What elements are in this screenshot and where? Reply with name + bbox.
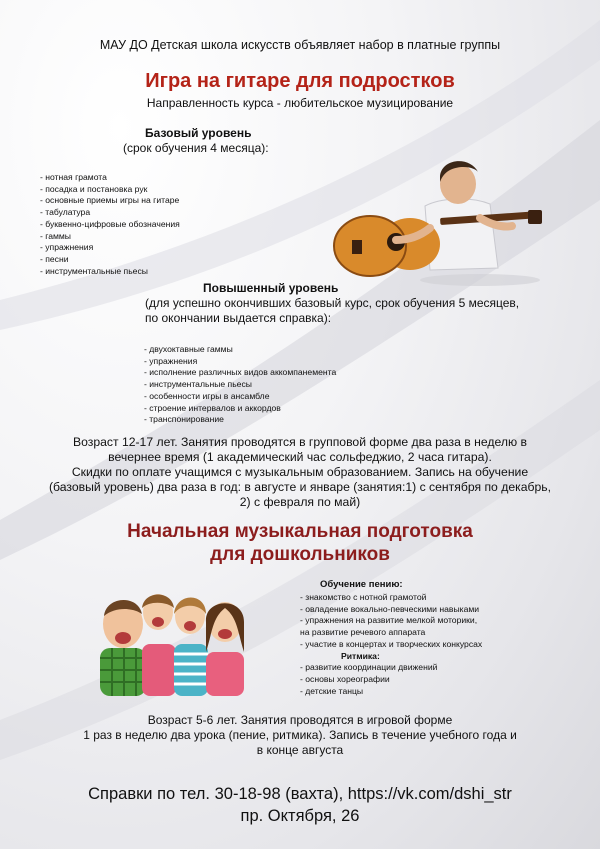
list-item: - исполнение различных видов аккомпанемента (144, 367, 337, 378)
list-item: - упражнения на развитие мелкой моторики, (300, 615, 478, 626)
rhythmics-title: Ритмика: (341, 650, 380, 661)
contact-line: Справки по тел. 30-18-98 (вахта), https://vk.com/dshi_str (88, 785, 512, 803)
preschool-title-line: Начальная музыкальная подготовка (127, 521, 473, 542)
list-item: - развитие координации движений (300, 662, 438, 673)
list-item: - нотная грамота (40, 172, 107, 182)
list-item: - гаммы (40, 230, 71, 241)
schedule-line: Возраст 5-6 лет. Занятия проводятся в игровой форме (147, 713, 453, 727)
list-item: - детские танцы (300, 685, 364, 696)
guitar-schedule (0, 435, 600, 465)
list-item: - песни (40, 253, 69, 264)
list-item: - строение интервалов и аккордов (144, 402, 281, 413)
basic-level-term: (срок обучения 4 месяца): (123, 141, 269, 155)
guitar-course-title: Игра на гитаре для подростков (145, 70, 455, 92)
advanced-desc-line: (для успешно окончивших базовый курс, срок обучения 5 месяцев, (145, 296, 520, 310)
list-item: - транспонирование (144, 414, 224, 425)
list-item: - участие в концертах и творческих конкурсах (300, 638, 483, 649)
contact-address: пр. Октября, 26 (240, 807, 360, 825)
schedule-line: 1 раз в неделю два урока (пение, ритмика). Запись в течение учебного года и (83, 728, 517, 742)
intro-text: МАУ ДО Детская школа искусств объявляет набор в платные группы (99, 38, 501, 52)
schedule-line: Возраст 12-17 лет. Занятия проводятся в групповой форме два раза в неделю в (72, 435, 528, 449)
contact-info (0, 783, 600, 827)
list-item: - упражнения (40, 242, 94, 253)
list-item: - инструментальные пьесы (40, 265, 148, 276)
preschool-title-line: для дошкольников (210, 544, 390, 565)
list-item: на развитие речевого аппарата (300, 627, 426, 638)
preschool-course-title (0, 520, 600, 566)
basic-level-title: Базовый уровень (145, 126, 252, 140)
list-item: - табулатура (40, 207, 91, 218)
advanced-level-desc (145, 296, 519, 326)
list-item: - основные приемы игры на гитаре (40, 195, 180, 206)
list-item: - буквенно-цифровые обозначения (40, 218, 180, 229)
preschool-topics-list (300, 592, 482, 697)
list-item: - особенности игры в ансамбле (144, 390, 270, 401)
preschool-schedule (0, 713, 600, 758)
guitar-discounts (0, 465, 600, 510)
singing-title: Обучение пению: (320, 579, 403, 590)
list-item: - инструментальные пьесы (144, 379, 252, 390)
list-item: - знакомство с нотной грамотой (300, 592, 427, 602)
list-item: - основы хореографии (300, 673, 390, 684)
schedule-line: вечернее время (1 академический час сольфеджио, 2 часа гитара). (108, 450, 492, 464)
list-item: - посадка и постановка рук (40, 183, 148, 194)
advanced-level-title: Повышенный уровень (203, 281, 339, 295)
list-item: - упражнения (144, 355, 198, 366)
discount-line: Скидки по оплате учащимся с музыкальным образованием. Запись на обучение (71, 465, 529, 479)
list-item: - овладение вокально-певческими навыками (300, 603, 480, 614)
boy-with-guitar-image (330, 148, 544, 288)
discount-line: 2) с февраля по май) (239, 495, 361, 509)
course-direction: Направленность курса - любительское музицирование (146, 96, 454, 110)
advanced-topics-list (144, 344, 336, 426)
discount-line: (базовый уровень) два раза в год: в августе и январе (занятия:1) с сентября по декабрь, (49, 480, 551, 494)
list-item: - двухоктавные гаммы (144, 344, 233, 354)
schedule-line: в конце августа (256, 743, 344, 757)
basic-topics-list (40, 172, 180, 277)
advanced-desc-line: по окончании выдается справка): (145, 311, 332, 325)
kids-image (98, 578, 246, 696)
